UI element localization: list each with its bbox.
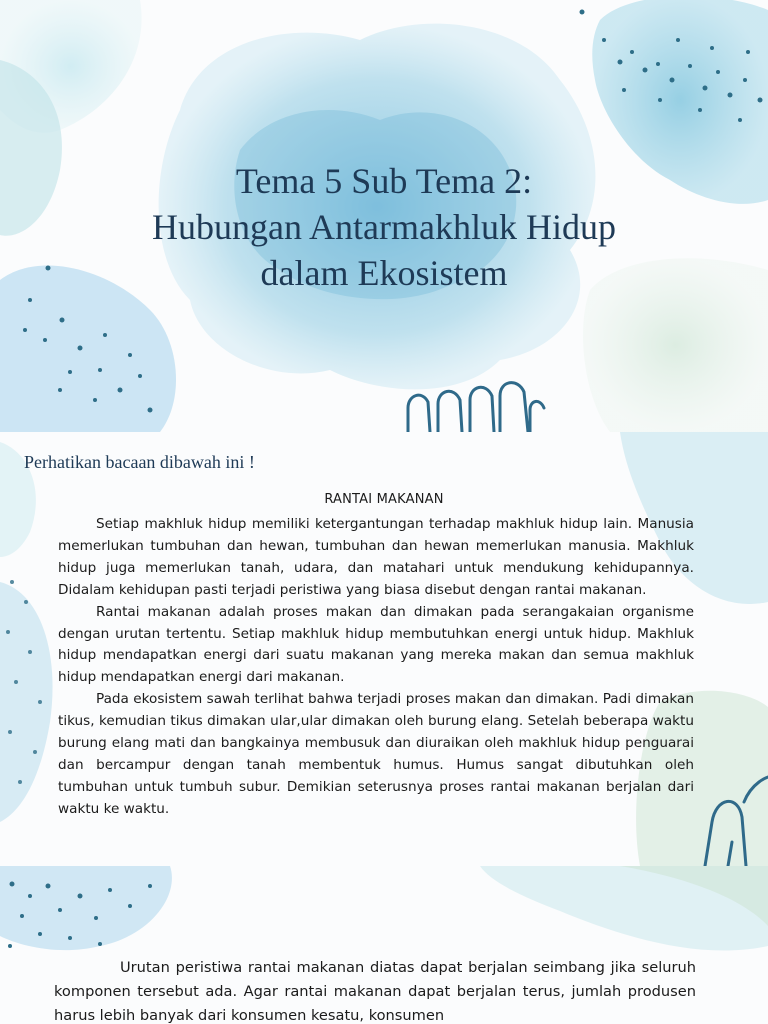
title-slide bbox=[0, 0, 768, 432]
reading-slide bbox=[0, 432, 768, 866]
continuation-slide bbox=[0, 866, 768, 1024]
reading-intro: Perhatikan bacaan dibawah ini ! bbox=[24, 452, 255, 472]
reading-paragraph-1: Setiap makhluk hidup memiliki ketergantungan terhadap makhluk hidup lain. Manusia memerlukan tumbuhan dan hewan, tumbuhan dan hewan memerlukan manusia. Makhluk hidup juga memerlukan tanah, udara, dan matahari untuk mendukung kehidupannya. Didalam kehidupan pasti terjadi peristiwa yang biasa disebut dengan rantai makanan. bbox=[58, 516, 694, 598]
reading-title: RANTAI MAKANAN bbox=[324, 492, 444, 507]
title-line-3: dalam Ekosistem bbox=[260, 253, 508, 293]
reading-paragraph-3: Pada ekosistem sawah terlihat bahwa terjadi proses makan dan dimakan. Padi dimakan tikus, kemudian tikus dimakan ular,ular dimakan oleh burung elang. Setelah beberapa waktu burung elang mati dan bangkainya membusuk dan diuraikan oleh makhluk hidup penguarai dan bercampur dengan tanah membentuk humus. Humus sangat dibutuhkan oleh tumbuhan untuk tumbuh subur. Demikian seterusnya proses rantai makanan berjalan dari waktu ke waktu. bbox=[58, 691, 694, 817]
slide-title bbox=[84, 158, 684, 296]
continuation-paragraph: Urutan peristiwa rantai makanan diatas dapat berjalan seimbang jika seluruh komponen tersebut ada. Agar rantai makanan dapat berjalan terus, jumlah produsen harus lebih banyak dari konsumen kesatu, konsumen bbox=[54, 959, 696, 1024]
reading-text bbox=[58, 514, 694, 821]
reading-paragraph-2: Rantai makanan adalah proses makan dan dimakan pada serangakaian organisme dengan urutan tertentu. Setiap makhluk hidup membutuhkan energi untuk hidup. Makhluk hidup mendapatkan energi dari suatu makanan yang mereka makan dan semua makhluk hidup mendapatkan energi dari makanan. bbox=[58, 603, 694, 686]
continuation-text bbox=[54, 956, 696, 1024]
title-line-2: Hubungan Antarmakhluk Hidup bbox=[152, 207, 616, 247]
title-line-1: Tema 5 Sub Tema 2: bbox=[235, 161, 533, 201]
